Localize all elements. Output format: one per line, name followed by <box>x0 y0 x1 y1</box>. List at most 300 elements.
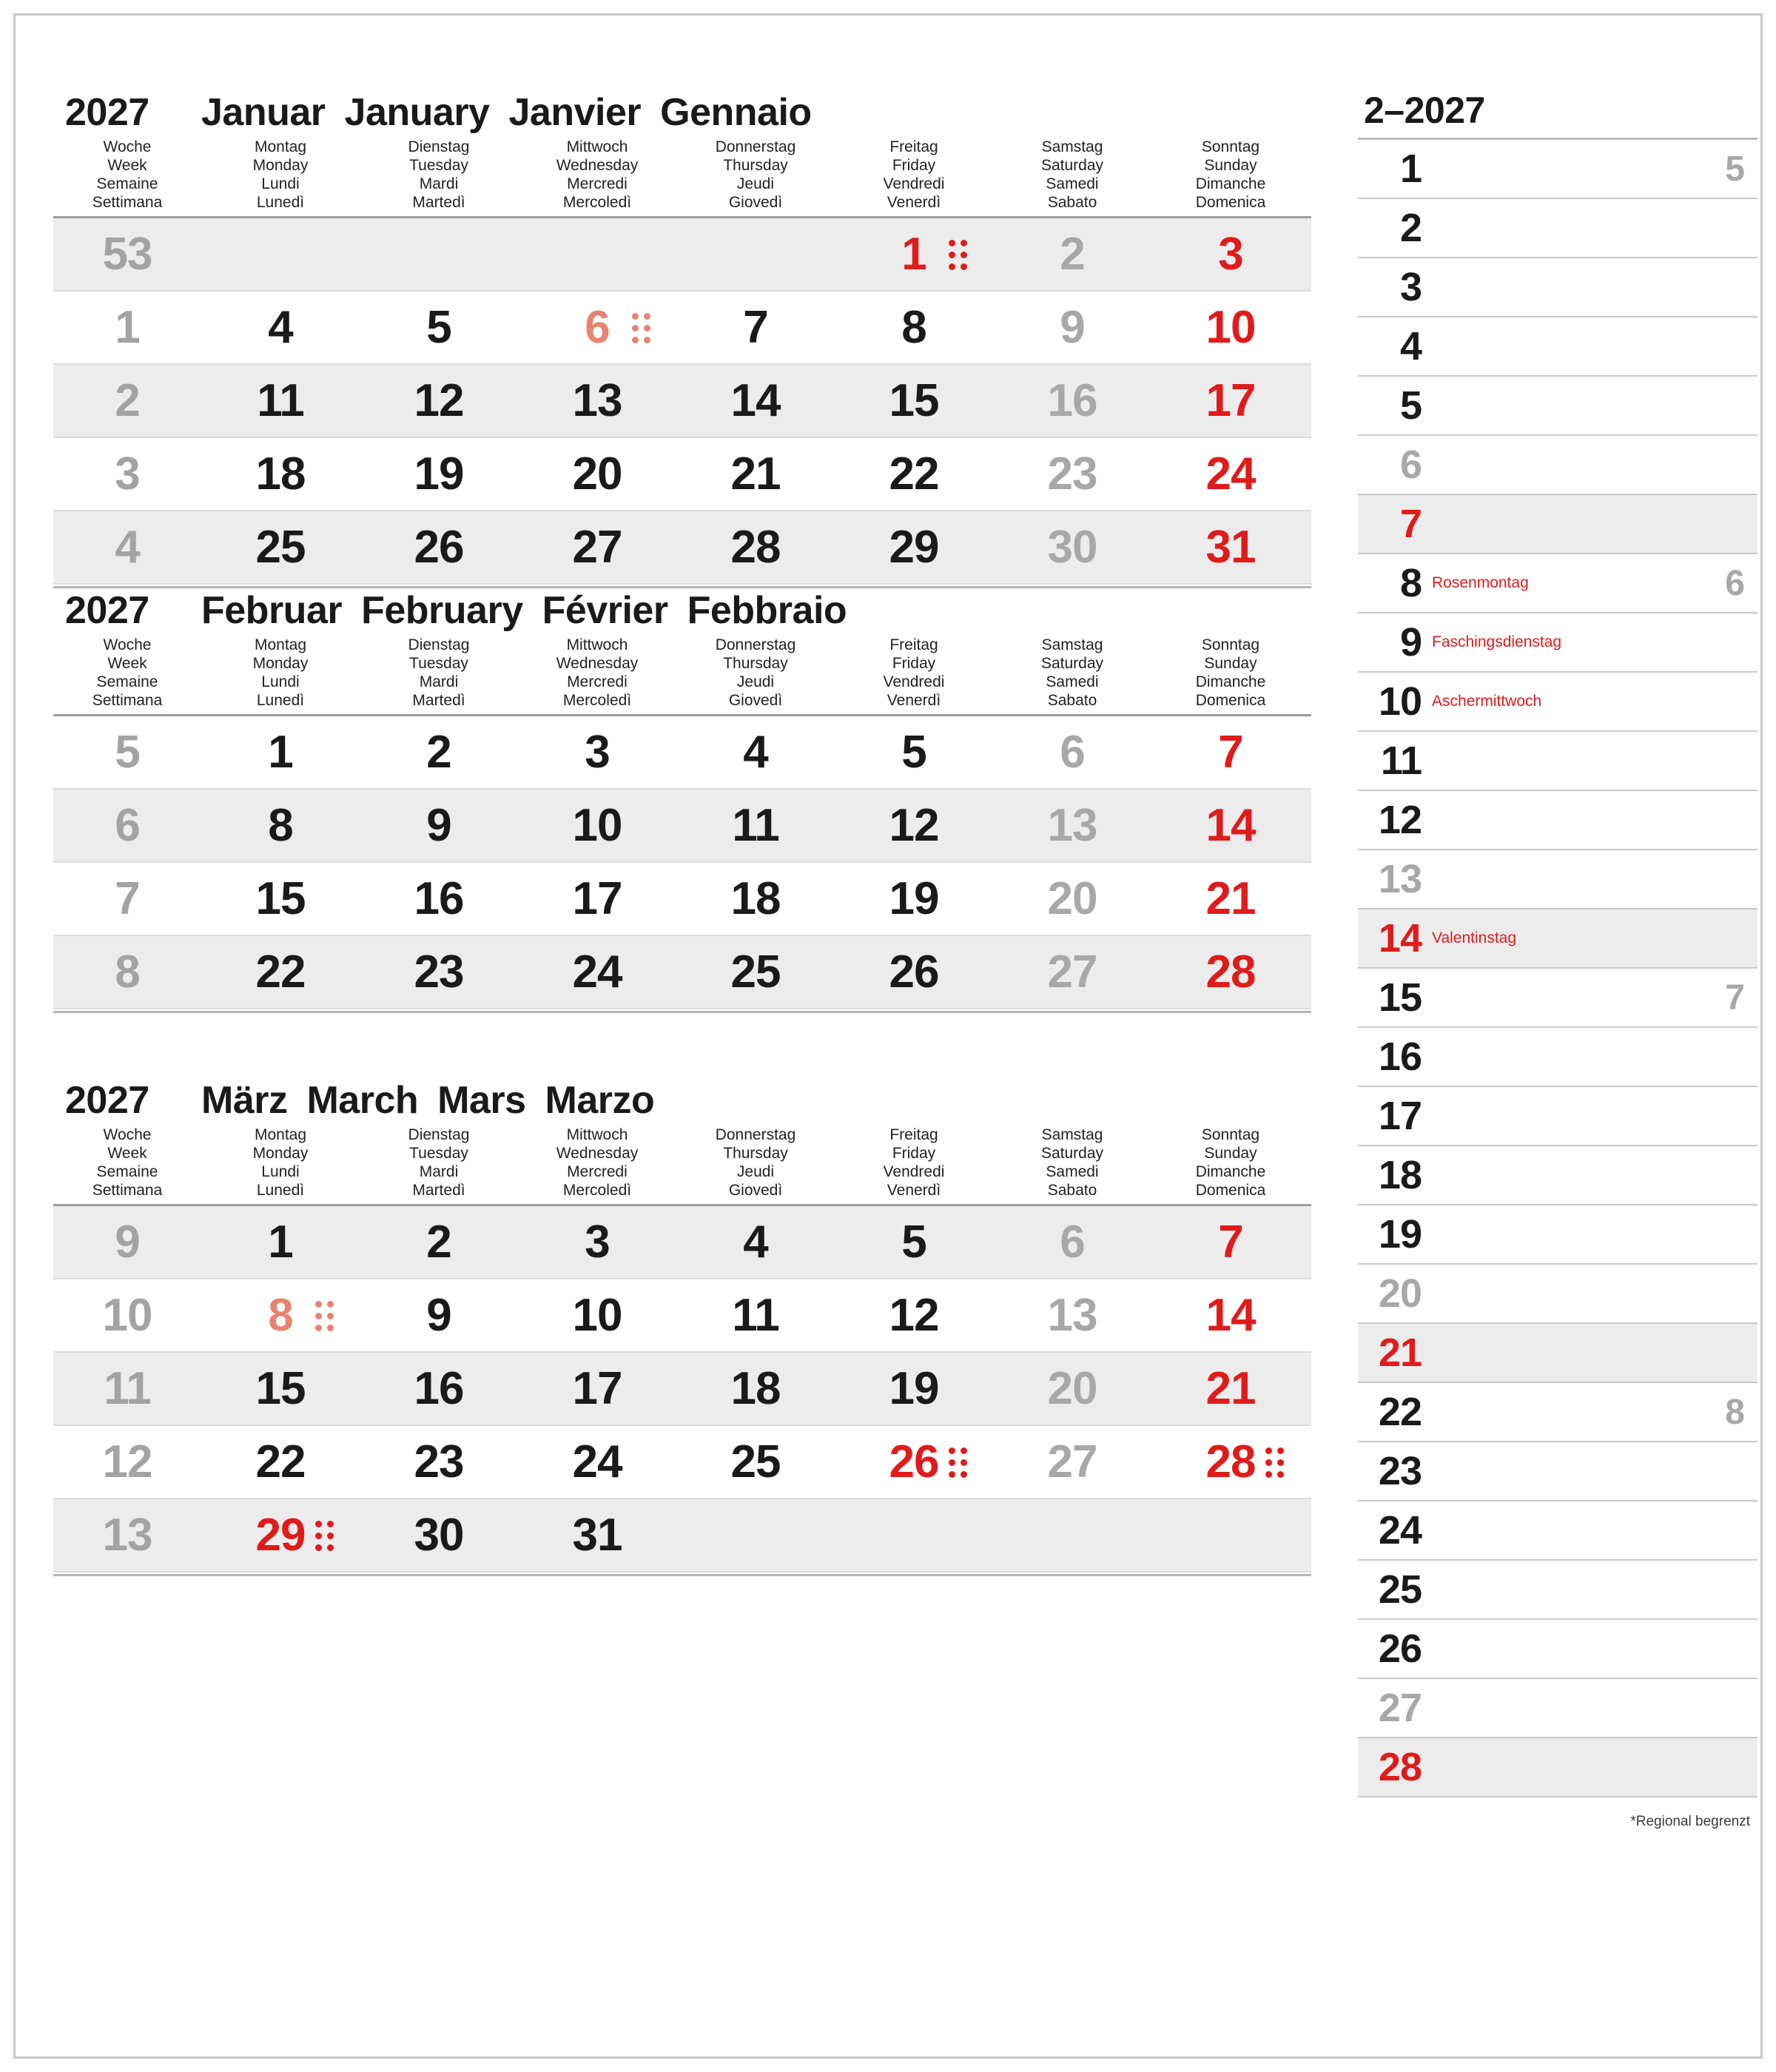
week-row <box>53 292 1311 365</box>
day-cell[interactable] <box>1151 726 1310 778</box>
weekday-label: Dienstag <box>408 1126 470 1143</box>
day-cell[interactable] <box>993 301 1151 354</box>
day-number: 23 <box>414 1436 464 1487</box>
day-cell[interactable] <box>1151 946 1310 998</box>
weekday-label: Saturday <box>1040 1145 1104 1162</box>
day-number: 19 <box>889 873 939 924</box>
day-number: 8 <box>268 1290 293 1341</box>
agenda-row[interactable] <box>1358 377 1758 436</box>
month-name: Gennaio <box>660 91 812 134</box>
day-cell[interactable] <box>518 1436 676 1488</box>
agenda-day-number: 8 <box>1399 561 1422 605</box>
day-cell[interactable] <box>1151 1216 1310 1268</box>
weekday-label: Semaine <box>96 1163 158 1180</box>
month-names <box>201 1078 1311 1123</box>
weekday-label: Thursday <box>723 1145 788 1162</box>
weekday-label: Tuesday <box>409 157 468 174</box>
weekday-header-thu <box>676 138 835 212</box>
day-cell[interactable] <box>993 1362 1151 1415</box>
day-number: 24 <box>1205 448 1256 500</box>
weekday-label: Montag <box>254 1126 307 1143</box>
day-cell[interactable] <box>360 1436 518 1488</box>
weekday-label: Monday <box>252 655 309 672</box>
day-cell[interactable] <box>835 1362 993 1415</box>
day-cell[interactable] <box>835 1216 993 1268</box>
month-name: Febbraio <box>687 589 847 632</box>
day-number: 29 <box>255 1510 306 1561</box>
month-year: 2027 <box>65 589 149 632</box>
agenda-day-number: 19 <box>1378 1212 1422 1257</box>
day-cell[interactable] <box>676 1436 835 1488</box>
day-number: 1 <box>901 229 926 280</box>
weekday-label: Thursday <box>723 655 788 672</box>
day-cell[interactable] <box>518 1289 676 1342</box>
agenda-row[interactable] <box>1358 554 1758 613</box>
weekday-header-week <box>53 1126 201 1200</box>
agenda-row[interactable] <box>1358 732 1758 791</box>
day-cell[interactable] <box>1151 374 1310 427</box>
day-number: 16 <box>414 873 464 924</box>
day-cell[interactable] <box>518 301 676 354</box>
day-number: 18 <box>730 1363 781 1414</box>
day-number: 2 <box>426 727 451 778</box>
day-cell[interactable] <box>360 1509 518 1561</box>
weekday-label: Mittwoch <box>566 138 628 155</box>
day-cell[interactable] <box>835 1436 993 1488</box>
day-cell[interactable] <box>201 374 360 427</box>
weekday-header-sat <box>993 138 1151 212</box>
weekday-header-mon <box>201 1126 360 1200</box>
day-number: 7 <box>1218 727 1243 778</box>
day-cell[interactable] <box>676 946 835 998</box>
weekday-label: Mittwoch <box>566 1126 628 1143</box>
weekday-header-sun <box>1151 1126 1310 1200</box>
day-number: 8 <box>268 800 293 851</box>
day-cell[interactable] <box>1151 1289 1310 1342</box>
day-number: 11 <box>732 800 779 851</box>
day-cell[interactable] <box>360 448 518 500</box>
weekday-header-row <box>53 636 1311 716</box>
day-cell[interactable] <box>1151 521 1310 574</box>
month-header <box>53 90 1311 138</box>
day-cell[interactable] <box>1151 799 1310 852</box>
agenda-day-number: 13 <box>1378 857 1422 901</box>
day-cell[interactable] <box>360 374 518 427</box>
weekday-label: Montag <box>254 138 307 155</box>
agenda-row[interactable] <box>1358 1561 1758 1620</box>
week-row <box>53 218 1311 292</box>
weekday-label: Sunday <box>1204 157 1257 174</box>
weekday-header-mon <box>201 138 360 212</box>
day-number: 19 <box>889 1363 939 1414</box>
day-cell[interactable] <box>993 448 1151 500</box>
weekday-header-thu <box>676 636 835 710</box>
day-cell[interactable] <box>518 374 676 427</box>
day-number: 5 <box>901 1217 926 1268</box>
week-number: 11 <box>104 1363 151 1414</box>
day-cell[interactable] <box>676 799 835 852</box>
day-cell[interactable] <box>201 1362 360 1415</box>
day-number: 7 <box>1218 1217 1243 1268</box>
agenda-day-number: 15 <box>1378 975 1422 1020</box>
day-cell[interactable] <box>360 1289 518 1342</box>
holiday-dots-icon <box>314 1299 339 1338</box>
month-names <box>201 90 1311 135</box>
day-cell[interactable] <box>360 726 518 778</box>
day-number: 2 <box>1060 229 1085 280</box>
agenda-column <box>1358 89 1758 1830</box>
agenda-row[interactable] <box>1358 258 1758 317</box>
day-cell[interactable] <box>835 799 993 852</box>
weekday-label: Thursday <box>723 157 788 174</box>
weekday-label: Jeudi <box>736 175 775 192</box>
weekday-label: Sabato <box>1047 692 1097 709</box>
day-cell[interactable] <box>676 1362 835 1415</box>
agenda-row[interactable] <box>1358 1265 1758 1324</box>
day-number: 20 <box>1047 873 1097 924</box>
weekday-label: Domenica <box>1195 692 1266 709</box>
day-number: 18 <box>730 873 781 924</box>
weekday-label: Venerdì <box>887 1182 941 1199</box>
day-cell[interactable] <box>360 799 518 852</box>
weekday-label: Mercoledì <box>562 692 632 709</box>
day-number: 27 <box>1047 946 1097 998</box>
day-cell[interactable] <box>360 1362 518 1415</box>
month-block <box>53 90 1311 588</box>
day-number: 6 <box>585 302 610 353</box>
day-number: 11 <box>732 1290 779 1341</box>
day-cell[interactable] <box>201 301 360 354</box>
agenda-day-number: 14 <box>1378 916 1422 961</box>
day-cell[interactable] <box>518 946 676 998</box>
day-cell[interactable] <box>835 374 993 427</box>
agenda-row[interactable] <box>1358 436 1758 495</box>
day-cell[interactable] <box>835 872 993 925</box>
day-number: 4 <box>743 727 768 778</box>
day-cell[interactable] <box>1151 872 1310 925</box>
day-cell[interactable] <box>201 799 360 852</box>
agenda-row[interactable] <box>1358 1620 1758 1679</box>
weekday-label: Mardi <box>419 1163 459 1180</box>
day-number: 17 <box>1205 375 1256 426</box>
weekday-label: Vendredi <box>883 175 945 192</box>
weekday-label: Martedì <box>412 1182 465 1199</box>
day-cell[interactable] <box>360 521 518 574</box>
weekday-label: Sonntag <box>1201 1126 1260 1143</box>
day-cell[interactable] <box>201 946 360 998</box>
day-cell[interactable] <box>360 301 518 354</box>
agenda-row[interactable] <box>1358 1324 1758 1383</box>
weekday-label: Domenica <box>1195 1182 1266 1199</box>
day-cell[interactable] <box>518 448 676 500</box>
week-row <box>53 1499 1311 1572</box>
day-cell[interactable] <box>993 872 1151 925</box>
week-row <box>53 1426 1311 1499</box>
day-cell[interactable] <box>993 228 1151 280</box>
agenda-holiday-note: Valentinstag <box>1432 929 1517 946</box>
weekday-header-tue <box>360 636 518 710</box>
day-cell[interactable] <box>676 1289 835 1342</box>
day-cell[interactable] <box>518 799 676 852</box>
day-number: 15 <box>255 1363 306 1414</box>
day-cell[interactable] <box>835 946 993 998</box>
agenda-row[interactable] <box>1358 1738 1758 1797</box>
day-number: 12 <box>889 1290 939 1341</box>
day-cell[interactable] <box>1151 228 1310 280</box>
month-header <box>53 1078 1311 1126</box>
month-divider <box>53 1011 1311 1013</box>
week-number: 7 <box>115 873 140 924</box>
agenda-row[interactable] <box>1358 1087 1758 1146</box>
day-number: 25 <box>730 946 781 998</box>
holiday-dots-icon <box>947 1446 972 1484</box>
day-cell[interactable] <box>201 1216 360 1268</box>
agenda-row[interactable] <box>1358 1679 1758 1738</box>
agenda-row[interactable] <box>1358 969 1758 1028</box>
day-cell[interactable] <box>1151 1436 1310 1488</box>
holiday-dots-icon <box>1264 1446 1289 1484</box>
weekday-label: Mittwoch <box>566 636 628 653</box>
weekday-label: Martedì <box>412 692 465 709</box>
agenda-row[interactable] <box>1358 1383 1758 1442</box>
weekday-label: Lundi <box>261 175 300 192</box>
weekday-header-fri <box>835 138 993 212</box>
agenda-row[interactable] <box>1358 1442 1758 1501</box>
day-cell[interactable] <box>518 521 676 574</box>
weekday-label: Samstag <box>1041 138 1103 155</box>
week-number: 9 <box>115 1217 140 1268</box>
day-cell[interactable] <box>360 946 518 998</box>
weekday-header-fri <box>835 1126 993 1200</box>
weekday-header-sun <box>1151 636 1310 710</box>
day-cell[interactable] <box>360 872 518 925</box>
week-row <box>53 863 1311 936</box>
day-cell[interactable] <box>518 872 676 925</box>
agenda-row[interactable] <box>1358 1205 1758 1265</box>
agenda-day-number: 11 <box>1380 739 1422 783</box>
day-cell[interactable] <box>518 726 676 778</box>
day-cell[interactable] <box>993 521 1151 574</box>
day-number: 9 <box>426 800 451 851</box>
day-number: 17 <box>572 1363 622 1414</box>
agenda-row[interactable] <box>1358 1146 1758 1205</box>
weekday-label: Friday <box>892 655 936 672</box>
agenda-day-number: 21 <box>1378 1331 1422 1375</box>
day-number: 22 <box>255 1436 306 1487</box>
weekday-label: Saturday <box>1040 655 1104 672</box>
day-number: 16 <box>1047 375 1097 426</box>
day-cell[interactable] <box>201 448 360 500</box>
weekday-label: Mercoledì <box>562 194 632 211</box>
agenda-day-number: 22 <box>1378 1390 1422 1434</box>
day-number: 7 <box>743 302 768 353</box>
agenda-week-number: 7 <box>1725 978 1744 1018</box>
weekday-label: Week <box>107 157 147 174</box>
day-number: 15 <box>889 375 939 426</box>
month-name: Février <box>542 589 668 632</box>
day-number: 25 <box>730 1436 781 1487</box>
day-cell[interactable] <box>835 448 993 500</box>
weekday-label: Lunedì <box>256 692 305 709</box>
agenda-day-number: 2 <box>1399 206 1422 250</box>
weekday-header-row <box>53 138 1311 218</box>
weekday-header-row <box>53 1126 1311 1206</box>
month-block <box>53 1078 1311 1576</box>
day-cell[interactable] <box>835 301 993 354</box>
weekday-label: Venerdì <box>887 194 941 211</box>
agenda-row[interactable] <box>1358 140 1758 199</box>
day-number: 29 <box>889 522 939 573</box>
week-number: 8 <box>115 946 140 998</box>
day-number: 14 <box>730 375 781 426</box>
day-cell[interactable] <box>676 448 835 500</box>
agenda-row[interactable] <box>1358 613 1758 673</box>
day-number: 6 <box>1060 727 1085 778</box>
agenda-row[interactable] <box>1358 495 1758 554</box>
agenda-row[interactable] <box>1358 1501 1758 1561</box>
day-number: 21 <box>1205 873 1256 924</box>
weekday-label: Jeudi <box>736 1163 775 1180</box>
agenda-row[interactable] <box>1358 199 1758 258</box>
agenda-row[interactable] <box>1358 850 1758 909</box>
day-cell[interactable] <box>993 1289 1151 1342</box>
weekday-label: Lunedì <box>256 1182 305 1199</box>
agenda-row[interactable] <box>1358 909 1758 969</box>
agenda-row[interactable] <box>1358 1028 1758 1087</box>
weekday-label: Sonntag <box>1201 636 1260 653</box>
weekday-label: Montag <box>254 636 307 653</box>
day-number: 5 <box>901 727 926 778</box>
weekday-header-tue <box>360 1126 518 1200</box>
weekday-label: Settimana <box>92 692 163 709</box>
weekday-header-week <box>53 636 201 710</box>
week-number: 10 <box>102 1290 152 1341</box>
month-names <box>201 588 1311 633</box>
day-cell[interactable] <box>676 726 835 778</box>
agenda-list <box>1358 138 1758 1797</box>
weekday-header-tue <box>360 138 518 212</box>
day-cell[interactable] <box>835 521 993 574</box>
weekday-label: Freitag <box>889 1126 938 1143</box>
weekday-label: Venerdì <box>887 692 941 709</box>
day-cell[interactable] <box>993 1216 1151 1268</box>
day-cell[interactable] <box>835 228 993 280</box>
month-name: Mars <box>437 1079 526 1122</box>
day-cell[interactable] <box>993 946 1151 998</box>
weekday-label: Mercoledì <box>562 1182 632 1199</box>
day-cell[interactable] <box>676 1216 835 1268</box>
agenda-week-number: 5 <box>1725 149 1744 189</box>
day-cell[interactable] <box>201 1436 360 1488</box>
day-number: 23 <box>414 946 464 998</box>
day-number: 16 <box>414 1363 464 1414</box>
day-cell[interactable] <box>993 1436 1151 1488</box>
month-name: Marzo <box>545 1079 655 1122</box>
agenda-row[interactable] <box>1358 673 1758 732</box>
day-number: 22 <box>255 946 306 998</box>
day-cell[interactable] <box>835 726 993 778</box>
day-cell[interactable] <box>201 872 360 925</box>
day-number: 20 <box>572 448 622 500</box>
weekday-label: Tuesday <box>409 655 468 672</box>
day-number: 26 <box>889 946 939 998</box>
month-year: 2027 <box>65 1079 149 1122</box>
holiday-dots-icon <box>947 238 972 277</box>
day-cell[interactable] <box>676 301 835 354</box>
day-cell[interactable] <box>360 1216 518 1268</box>
day-cell[interactable] <box>1151 448 1310 500</box>
day-number: 11 <box>257 375 304 426</box>
day-cell[interactable] <box>835 1289 993 1342</box>
agenda-footnote: *Regional begrenzt <box>1630 1814 1750 1829</box>
day-cell[interactable] <box>676 872 835 925</box>
day-cell[interactable] <box>993 374 1151 427</box>
day-number: 20 <box>1047 1363 1097 1414</box>
day-cell[interactable] <box>993 726 1151 778</box>
weekday-header-sat <box>993 1126 1151 1200</box>
day-cell[interactable] <box>201 726 360 778</box>
weekday-label: Wednesday <box>556 157 639 174</box>
weekday-label: Sunday <box>1204 1145 1257 1162</box>
week-row <box>53 790 1311 863</box>
week-row <box>53 1279 1311 1353</box>
agenda-day-number: 5 <box>1399 383 1422 428</box>
day-number: 14 <box>1205 1290 1256 1341</box>
weekday-label: Monday <box>252 1145 309 1162</box>
day-number: 24 <box>572 946 622 998</box>
day-cell[interactable] <box>201 521 360 574</box>
week-number: 5 <box>115 727 140 778</box>
weekday-label: Wednesday <box>556 655 639 672</box>
day-cell[interactable] <box>201 1509 360 1561</box>
day-number: 13 <box>1047 1290 1097 1341</box>
day-cell[interactable] <box>676 374 835 427</box>
agenda-row[interactable] <box>1358 791 1758 850</box>
agenda-row[interactable] <box>1358 317 1758 377</box>
day-number: 6 <box>1060 1217 1085 1268</box>
weekday-header-fri <box>835 636 993 710</box>
day-number: 13 <box>1047 800 1097 851</box>
weekday-label: Samstag <box>1041 636 1103 653</box>
day-cell[interactable] <box>518 1362 676 1415</box>
week-row <box>53 1353 1311 1426</box>
agenda-holiday-note: Aschermittwoch <box>1432 693 1542 710</box>
day-cell[interactable] <box>1151 301 1310 354</box>
agenda-week-number: 8 <box>1725 1392 1744 1432</box>
month-divider <box>53 1574 1311 1576</box>
day-cell[interactable] <box>676 521 835 574</box>
day-number: 27 <box>572 522 622 573</box>
day-cell[interactable] <box>518 1216 676 1268</box>
weekday-label: Tuesday <box>409 1145 468 1162</box>
weekday-label: Mardi <box>419 175 459 192</box>
week-row <box>53 511 1311 585</box>
weekday-label: Monday <box>252 157 309 174</box>
day-cell[interactable] <box>518 1509 676 1561</box>
week-row <box>53 365 1311 438</box>
day-cell[interactable] <box>1151 1362 1310 1415</box>
day-number: 28 <box>1205 1436 1256 1487</box>
day-cell[interactable] <box>201 1289 360 1342</box>
day-cell[interactable] <box>993 799 1151 852</box>
day-number: 4 <box>743 1217 768 1268</box>
weekday-label: Lundi <box>261 1163 300 1180</box>
month-year: 2027 <box>65 91 149 134</box>
week-row <box>53 438 1311 511</box>
month-name: March <box>306 1079 419 1122</box>
weekday-label: Saturday <box>1040 157 1104 174</box>
day-number: 26 <box>414 522 464 573</box>
